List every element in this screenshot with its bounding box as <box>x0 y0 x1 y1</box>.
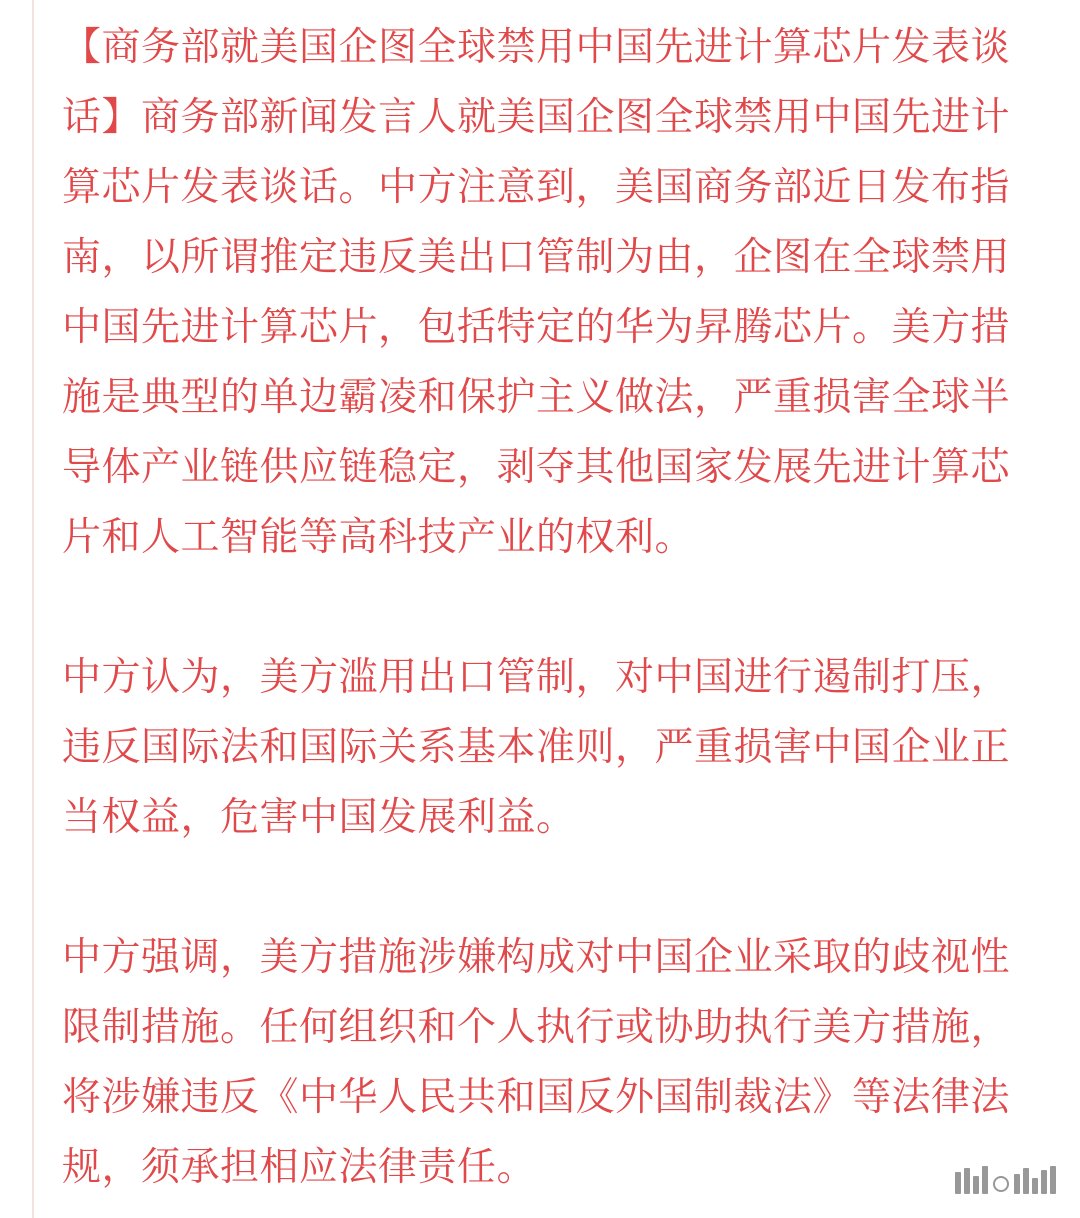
article-body <box>62 13 1037 1203</box>
left-border-rule <box>32 0 34 1218</box>
article-paragraph-2: 中方认为，美方滥用出口管制，对中国进行遏制打压，违反国际法和国际关系基本准则，严重损害中国企业正当权益，危害中国发展利益。 <box>62 655 1011 840</box>
platform-watermark-icon <box>955 1166 1056 1194</box>
article-paragraph-1: 【商务部就美国企图全球禁用中国先进计算芯片发表谈话】商务部新闻发言人就美国企图全球禁用中国先进计算芯片发表谈话。中方注意到，美国商务部近日发布指南，以所谓推定违反美出口管制为由，企图在全球禁用中国先进计算芯片，包括特定的华为昇腾芯片。美方措施是典型的单边霸凌和保护主义做法，严重损害全球半导体产业链供应链稳定，剥夺其他国家发展先进计算芯片和人工智能等高科技产业的权利。 <box>62 25 1011 560</box>
article-paragraph-3: 中方强调，美方措施涉嫌构成对中国企业采取的歧视性限制措施。任何组织和个人执行或协助执行美方措施，将涉嫌违反《中华人民共和国反外国制裁法》等法律法规，须承担相应法律责任。 <box>62 935 1011 1190</box>
